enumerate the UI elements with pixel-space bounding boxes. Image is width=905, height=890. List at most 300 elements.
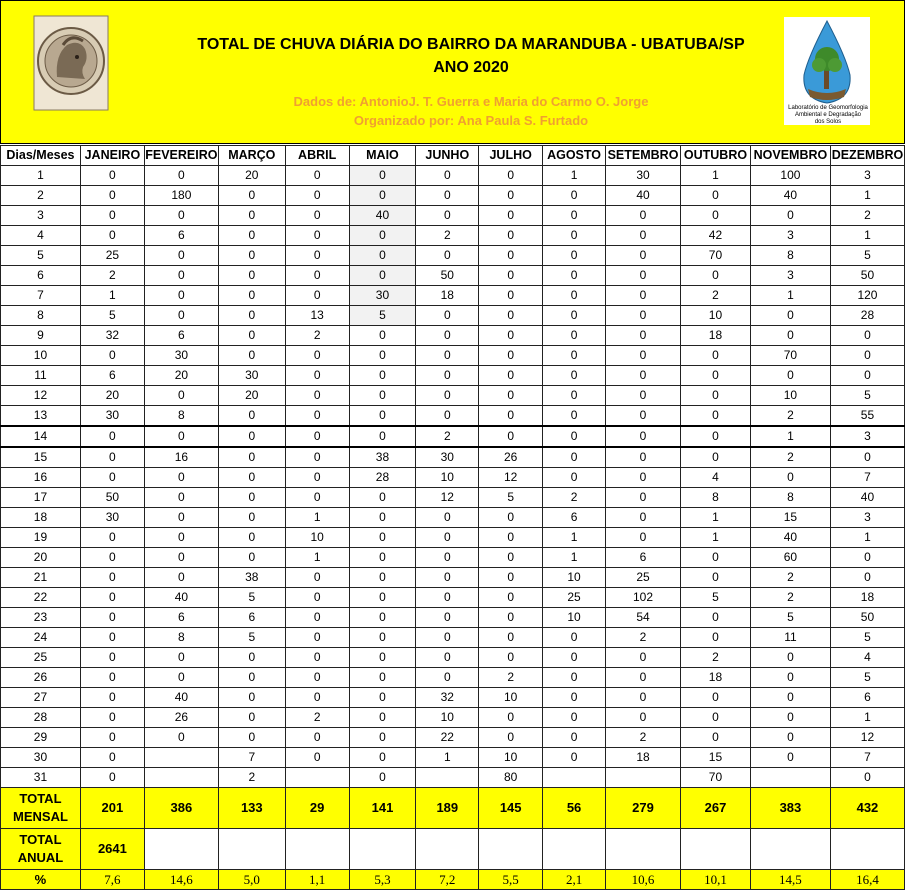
rainfall-cell: 0 [681,266,751,286]
rainfall-cell: 25 [80,246,144,266]
rainfall-cell: 0 [543,266,606,286]
percent-label: % [1,870,81,890]
rainfall-cell: 32 [416,688,479,708]
rainfall-cell: 0 [80,548,144,568]
day-cell: 23 [1,608,81,628]
rainfall-cell: 3 [750,226,830,246]
rainfall-cell: 0 [285,608,349,628]
rainfall-cell: 0 [144,468,218,488]
rainfall-cell: 0 [543,386,606,406]
table-row [1,708,905,728]
table-row [1,386,905,406]
day-cell: 19 [1,528,81,548]
rainfall-cell: 2 [606,628,681,648]
rainfall-cell: 2 [750,568,830,588]
rainfall-cell: 3 [830,426,904,447]
header-month: JANEIRO [80,146,144,166]
rainfall-cell: 0 [144,528,218,548]
header-days-months: Dias/Meses [1,146,81,166]
rainfall-cell: 50 [416,266,479,286]
rainfall-cell: 0 [606,286,681,306]
rainfall-cell: 0 [750,326,830,346]
rainfall-cell: 5 [218,588,285,608]
table-row [1,508,905,528]
day-cell: 13 [1,406,81,427]
table-row [1,226,905,246]
rainfall-cell: 60 [750,548,830,568]
rainfall-cell: 0 [218,528,285,548]
rainfall-cell: 0 [349,266,416,286]
rainfall-cell: 0 [543,748,606,768]
rainfall-cell: 30 [80,406,144,427]
total-monthly-row [1,788,905,829]
rainfall-cell: 12 [479,468,543,488]
table-row [1,406,905,427]
rainfall-cell: 50 [80,488,144,508]
empty-cell [479,829,543,870]
empty-cell [830,829,904,870]
rainfall-cell: 0 [80,186,144,206]
rainfall-cell: 0 [543,206,606,226]
rainfall-cell: 2 [681,648,751,668]
rainfall-cell: 0 [830,346,904,366]
table-row [1,568,905,588]
rainfall-cell: 0 [144,568,218,588]
report-header [0,0,905,144]
rainfall-cell: 0 [750,728,830,748]
report-title: TOTAL DE CHUVA DIÁRIA DO BAIRRO DA MARANDUBA - UBATUBA/SP [197,36,745,53]
rainfall-cell: 0 [349,768,416,788]
rainfall-cell: 0 [349,628,416,648]
day-cell: 29 [1,728,81,748]
rainfall-cell: 100 [750,166,830,186]
percent-value: 7,6 [80,870,144,890]
rainfall-cell: 0 [80,608,144,628]
rainfall-cell: 1 [830,186,904,206]
header-month: MARÇO [218,146,285,166]
rainfall-cell: 10 [285,528,349,548]
day-cell: 5 [1,246,81,266]
rainfall-cell: 6 [144,226,218,246]
rainfall-cell: 0 [479,186,543,206]
rainfall-cell: 0 [681,568,751,588]
total-monthly-value: 386 [144,788,218,829]
rainfall-cell: 0 [543,186,606,206]
rainfall-cell: 6 [80,366,144,386]
rainfall-cell: 0 [416,246,479,266]
rainfall-cell: 0 [218,246,285,266]
table-row [1,488,905,508]
university-seal-logo [33,15,109,111]
rainfall-cell: 0 [80,166,144,186]
table-row [1,648,905,668]
day-cell: 7 [1,286,81,306]
rainfall-cell: 0 [479,548,543,568]
rainfall-cell: 0 [80,688,144,708]
rainfall-cell: 0 [285,688,349,708]
rainfall-cell: 25 [606,568,681,588]
rainfall-cell: 10 [479,688,543,708]
rainfall-cell: 0 [830,548,904,568]
table-row [1,728,905,748]
rainfall-cell: 0 [349,528,416,548]
empty-cell [416,829,479,870]
day-cell: 8 [1,306,81,326]
rainfall-cell: 1 [285,508,349,528]
table-row [1,468,905,488]
rainfall-cell: 0 [416,568,479,588]
rainfall-cell: 0 [543,306,606,326]
rainfall-cell: 20 [218,166,285,186]
empty-cell [750,829,830,870]
rainfall-cell: 2 [285,326,349,346]
rainfall-cell: 0 [681,206,751,226]
rainfall-cell: 0 [80,468,144,488]
table-header-row [1,146,905,166]
rainfall-cell: 0 [681,186,751,206]
rainfall-cell: 8 [144,406,218,427]
rainfall-cell: 26 [144,708,218,728]
table-row [1,346,905,366]
rainfall-cell: 4 [830,648,904,668]
percent-row [1,870,905,890]
rainfall-cell: 13 [285,306,349,326]
rainfall-cell: 0 [218,306,285,326]
rainfall-cell: 0 [479,166,543,186]
rainfall-cell: 2 [750,588,830,608]
rainfall-cell: 0 [144,286,218,306]
rainfall-cell: 54 [606,608,681,628]
table-row [1,628,905,648]
total-monthly-value: 133 [218,788,285,829]
rainfall-cell: 0 [681,628,751,648]
rainfall-cell: 0 [218,266,285,286]
rainfall-cell: 40 [349,206,416,226]
header-month: SETEMBRO [606,146,681,166]
day-cell: 21 [1,568,81,588]
total-monthly-value: 145 [479,788,543,829]
rainfall-cell: 6 [144,608,218,628]
rainfall-cell: 0 [543,468,606,488]
rainfall-cell: 0 [681,728,751,748]
total-monthly-value: 29 [285,788,349,829]
rainfall-cell: 0 [218,508,285,528]
rainfall-cell: 40 [606,186,681,206]
rainfall-cell: 30 [218,366,285,386]
rainfall-cell: 0 [285,748,349,768]
rainfall-cell: 0 [285,488,349,508]
report-year: ANO 2020 [433,59,509,76]
rainfall-cell: 0 [543,688,606,708]
header-month: JUNHO [416,146,479,166]
rainfall-cell: 0 [144,206,218,226]
rainfall-cell: 1 [750,286,830,306]
header-month: OUTUBRO [681,146,751,166]
rainfall-cell: 5 [830,628,904,648]
rainfall-cell: 5 [479,488,543,508]
rainfall-cell: 0 [285,568,349,588]
empty-cell [681,829,751,870]
rainfall-cell: 26 [479,447,543,468]
header-month: JULHO [479,146,543,166]
rainfall-cell: 2 [218,768,285,788]
table-row [1,748,905,768]
rainfall-cell: 0 [606,708,681,728]
rainfall-cell: 30 [606,166,681,186]
rainfall-cell: 0 [80,426,144,447]
rainfall-cell: 0 [543,366,606,386]
rainfall-cell: 1 [285,548,349,568]
rainfall-cell: 0 [285,346,349,366]
rainfall-cell: 6 [830,688,904,708]
rainfall-cell: 1 [830,708,904,728]
rainfall-cell: 0 [80,748,144,768]
rainfall-cell: 0 [543,648,606,668]
rainfall-cell: 1 [80,286,144,306]
rainfall-cell: 0 [416,326,479,346]
rainfall-cell: 0 [479,608,543,628]
rainfall-cell: 0 [681,548,751,568]
rainfall-cell: 0 [218,406,285,427]
rainfall-cell: 0 [349,326,416,346]
day-cell: 22 [1,588,81,608]
header-month: AGOSTO [543,146,606,166]
rainfall-cell: 0 [349,226,416,246]
empty-cell [543,829,606,870]
rainfall-cell: 0 [285,246,349,266]
rainfall-cell: 0 [285,266,349,286]
rainfall-cell: 0 [285,226,349,246]
empty-cell [285,829,349,870]
rainfall-cell: 0 [479,728,543,748]
rainfall-cell: 0 [416,528,479,548]
table-row [1,528,905,548]
rainfall-cell: 7 [218,748,285,768]
rainfall-cell: 0 [218,206,285,226]
rainfall-cell: 0 [416,548,479,568]
rainfall-cell: 18 [606,748,681,768]
rainfall-cell: 0 [285,186,349,206]
rainfall-cell: 0 [144,306,218,326]
rainfall-cell: 0 [144,728,218,748]
rainfall-cell: 8 [144,628,218,648]
rainfall-cell: 0 [285,468,349,488]
rainfall-cell: 16 [144,447,218,468]
rainfall-cell: 0 [349,648,416,668]
rainfall-cell: 0 [285,668,349,688]
rainfall-cell: 20 [218,386,285,406]
rainfall-cell: 0 [285,447,349,468]
total-monthly-value: 56 [543,788,606,829]
rainfall-cell: 0 [349,246,416,266]
rainfall-cell: 20 [144,366,218,386]
table-row [1,768,905,788]
rainfall-cell: 0 [830,768,904,788]
rainfall-cell: 55 [830,406,904,427]
day-cell: 31 [1,768,81,788]
rainfall-cell: 1 [681,166,751,186]
rainfall-cell: 10 [543,608,606,628]
rainfall-cell: 70 [681,768,751,788]
rainfall-cell: 0 [543,628,606,648]
rainfall-cell: 40 [750,186,830,206]
day-cell: 3 [1,206,81,226]
rainfall-cell: 0 [606,447,681,468]
rainfall-cell: 38 [218,568,285,588]
table-row [1,306,905,326]
rainfall-cell: 5 [830,668,904,688]
rainfall-cell: 1 [416,748,479,768]
rainfall-cell: 0 [218,488,285,508]
rainfall-cell: 0 [349,548,416,568]
rainfall-cell: 0 [285,366,349,386]
rainfall-cell: 0 [80,588,144,608]
rainfall-cell: 0 [479,366,543,386]
rainfall-cell: 0 [479,406,543,427]
rainfall-cell: 0 [218,708,285,728]
rainfall-cell: 0 [606,326,681,346]
rainfall-cell: 0 [80,568,144,588]
table-row [1,266,905,286]
empty-cell [144,829,218,870]
percent-value: 10,1 [681,870,751,890]
rainfall-cell [606,768,681,788]
rainfall-cell: 0 [416,166,479,186]
rainfall-cell: 11 [750,628,830,648]
rainfall-cell: 2 [285,708,349,728]
table-row [1,206,905,226]
total-annual-value: 2641 [80,829,144,870]
rainfall-cell: 6 [543,508,606,528]
percent-value: 1,1 [285,870,349,890]
rainfall-cell: 20 [80,386,144,406]
table-row [1,668,905,688]
rainfall-cell: 2 [750,447,830,468]
rainfall-cell: 0 [285,386,349,406]
rainfall-cell: 22 [416,728,479,748]
rainfall-cell [144,748,218,768]
organizer-credit: Organizado por: Ana Paula S. Furtado [353,113,589,128]
rainfall-cell: 0 [606,668,681,688]
rainfall-cell: 10 [416,468,479,488]
lab-name: Laboratório de Geomorfologia Ambiental e Degradação dos Solos [788,105,868,125]
rainfall-cell: 0 [416,186,479,206]
table-row [1,608,905,628]
percent-value: 14,5 [750,870,830,890]
rainfall-cell: 0 [479,206,543,226]
rainfall-cell: 0 [218,548,285,568]
rainfall-cell: 3 [830,166,904,186]
rainfall-table [0,145,905,890]
rainfall-cell: 1 [681,508,751,528]
rainfall-cell: 0 [681,346,751,366]
rainfall-cell [285,768,349,788]
rainfall-cell: 0 [416,206,479,226]
rainfall-cell: 0 [416,608,479,628]
rainfall-cell: 0 [285,166,349,186]
rainfall-cell: 0 [543,708,606,728]
data-credit: Dados de: AntonioJ. T. Guerra e Maria do Carmo O. Jorge [293,94,649,109]
rainfall-cell: 0 [349,508,416,528]
total-monthly-value: 383 [750,788,830,829]
rainfall-cell: 0 [543,728,606,748]
rainfall-cell: 2 [416,226,479,246]
rainfall-cell: 0 [606,406,681,427]
rainfall-cell: 0 [218,468,285,488]
rainfall-cell: 0 [479,648,543,668]
rainfall-cell: 0 [750,648,830,668]
percent-value: 5,0 [218,870,285,890]
rainfall-cell: 0 [218,447,285,468]
rainfall-cell: 0 [543,447,606,468]
rainfall-cell: 1 [750,426,830,447]
table-row [1,548,905,568]
rainfall-cell: 10 [416,708,479,728]
rainfall-cell: 0 [80,628,144,648]
rainfall-cell: 0 [681,386,751,406]
rainfall-cell: 1 [543,548,606,568]
rainfall-cell: 18 [681,326,751,346]
rainfall-cell: 0 [416,366,479,386]
rainfall-cell: 0 [218,728,285,748]
rainfall-cell: 0 [543,406,606,427]
rainfall-cell: 0 [218,668,285,688]
rainfall-cell: 0 [479,266,543,286]
rainfall-cell: 0 [606,468,681,488]
day-cell: 17 [1,488,81,508]
day-cell: 28 [1,708,81,728]
rainfall-cell: 2 [479,668,543,688]
percent-value: 16,4 [830,870,904,890]
rainfall-cell: 7 [830,748,904,768]
rainfall-cell: 0 [681,406,751,427]
table-row [1,166,905,186]
rainfall-cell: 0 [416,346,479,366]
rainfall-cell: 0 [349,748,416,768]
rainfall-cell: 0 [144,508,218,528]
rainfall-cell: 0 [218,326,285,346]
rainfall-cell: 50 [830,266,904,286]
rainfall-cell: 0 [606,488,681,508]
total-monthly-label: TOTAL MENSAL [1,788,81,829]
rainfall-cell: 0 [144,386,218,406]
day-cell: 1 [1,166,81,186]
rainfall-cell: 0 [479,426,543,447]
rainfall-cell: 0 [606,508,681,528]
rainfall-cell: 10 [750,386,830,406]
rainfall-cell: 0 [144,246,218,266]
rainfall-cell: 30 [144,346,218,366]
empty-cell [218,829,285,870]
rainfall-cell [416,768,479,788]
rainfall-cell: 0 [349,488,416,508]
rainfall-cell: 120 [830,286,904,306]
rainfall-cell: 0 [416,648,479,668]
rainfall-cell: 40 [144,688,218,708]
rainfall-cell [144,768,218,788]
rainfall-cell: 0 [144,488,218,508]
rainfall-cell: 0 [349,386,416,406]
rainfall-cell: 0 [349,166,416,186]
rainfall-cell: 42 [681,226,751,246]
rainfall-cell: 0 [750,708,830,728]
rainfall-cell: 0 [80,648,144,668]
header-month: FEVEREIRO [144,146,218,166]
rainfall-cell: 0 [349,668,416,688]
day-cell: 27 [1,688,81,708]
rainfall-cell: 0 [606,688,681,708]
rainfall-cell: 30 [349,286,416,306]
